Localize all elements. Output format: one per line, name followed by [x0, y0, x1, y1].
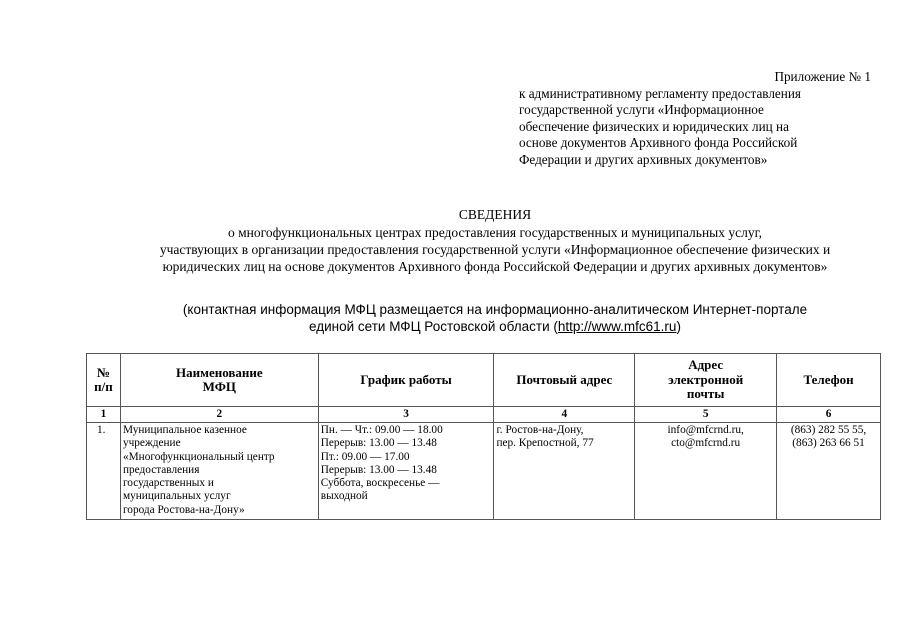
cell-line: Перерыв: 13.00 — 13.48 — [320, 437, 437, 450]
phone-cell — [777, 423, 881, 520]
cell-line: Муниципальное казенное — [122, 424, 247, 436]
header-address — [494, 354, 635, 407]
header-name — [120, 354, 318, 407]
appendix-line: Федерации и других архивных документов» — [519, 151, 768, 167]
row-number: 1. — [87, 423, 121, 520]
mfc-name-cell — [120, 423, 318, 520]
header-text: График работы — [360, 371, 452, 387]
appendix-line: к административному регламенту предоставления — [519, 85, 801, 101]
document-subtitle — [80, 224, 905, 275]
cell-line: (863) 263 66 51 — [792, 437, 865, 450]
header-text: почты — [686, 386, 725, 402]
cell-line: cto@mfcrnd.ru — [671, 437, 741, 450]
mfc-table — [86, 353, 881, 520]
cell-line: info@mfcrnd.ru, — [667, 424, 744, 436]
column-number-row — [87, 407, 881, 423]
header-text: Телефон — [803, 371, 854, 387]
header-schedule — [318, 354, 494, 407]
subtitle-line: юридических лиц на основе документов Архивного фонда Российской Федерации и других архивных документов» — [162, 259, 828, 274]
appendix-text — [519, 86, 871, 169]
appendix-line: основе документов Архивного фонда Российской — [519, 135, 798, 150]
subtitle-line: участвующих в организации предоставления государственной услуги «Информационное обеспечение физических и — [159, 242, 831, 257]
cell-line: г. Ростов-на-Дону, — [496, 424, 584, 436]
cell-line: (863) 282 55 55, — [790, 424, 867, 436]
header-text: п/п — [94, 379, 113, 394]
cell-line: Суббота, воскресенье — — [320, 477, 440, 490]
cell-line: пер. Крепостной, 77 — [496, 437, 594, 450]
appendix-block — [519, 69, 871, 168]
header-text: № — [96, 364, 111, 380]
cell-line: Пт.: 09.00 — 17.00 — [320, 450, 410, 463]
header-email — [635, 354, 777, 407]
header-text: Наименование — [176, 364, 263, 380]
cell-line: учреждение — [122, 437, 181, 450]
email-cell — [635, 423, 777, 520]
column-number: 4 — [494, 407, 635, 423]
column-number: 5 — [635, 407, 777, 423]
appendix-line: обеспечение физических и юридических лиц на — [519, 118, 789, 134]
cell-line: выходной — [320, 490, 368, 503]
column-number: 2 — [120, 407, 318, 423]
cell-line: Перерыв: 13.00 — 13.48 — [320, 463, 437, 476]
schedule-cell — [318, 423, 494, 520]
header-number — [87, 354, 121, 407]
header-text: Почтовый адрес — [516, 371, 613, 387]
column-number: 1 — [87, 407, 121, 423]
cell-line: предоставления — [122, 463, 200, 476]
contact-note — [170, 301, 820, 335]
contact-suffix: ) — [676, 319, 681, 334]
address-cell — [494, 423, 635, 520]
contact-line-1: (контактная информация МФЦ размещается на информационно-аналитическом Интернет-портале — [182, 302, 808, 317]
column-number: 3 — [318, 407, 494, 423]
mfc-portal-link[interactable]: http://www.mfc61.ru — [557, 319, 677, 334]
document-title: СВЕДЕНИЯ — [458, 207, 532, 222]
cell-line: «Многофункциональный центр — [122, 450, 275, 463]
appendix-line: государственной услуги «Информационное — [519, 102, 764, 117]
table-header-row — [87, 354, 881, 407]
header-text: Адрес — [688, 357, 724, 373]
column-number: 6 — [777, 407, 881, 423]
header-text: МФЦ — [202, 379, 237, 394]
cell-line: Пн. — Чт.: 09.00 — 18.00 — [320, 424, 443, 436]
contact-prefix: единой сети МФЦ Ростовской области ( — [309, 319, 558, 334]
subtitle-line: о многофункциональных центрах предоставления государственных и муниципальных услуг, — [227, 225, 762, 240]
appendix-number: Приложение № 1 — [774, 69, 871, 84]
contact-line-2 — [170, 318, 820, 335]
table-row — [87, 423, 881, 520]
cell-line: муниципальных услуг — [122, 490, 231, 503]
header-phone — [777, 354, 881, 407]
header-text: электронной — [668, 371, 744, 387]
cell-line: государственных и — [122, 477, 214, 490]
cell-line: города Ростова-на-Дону» — [122, 503, 245, 516]
